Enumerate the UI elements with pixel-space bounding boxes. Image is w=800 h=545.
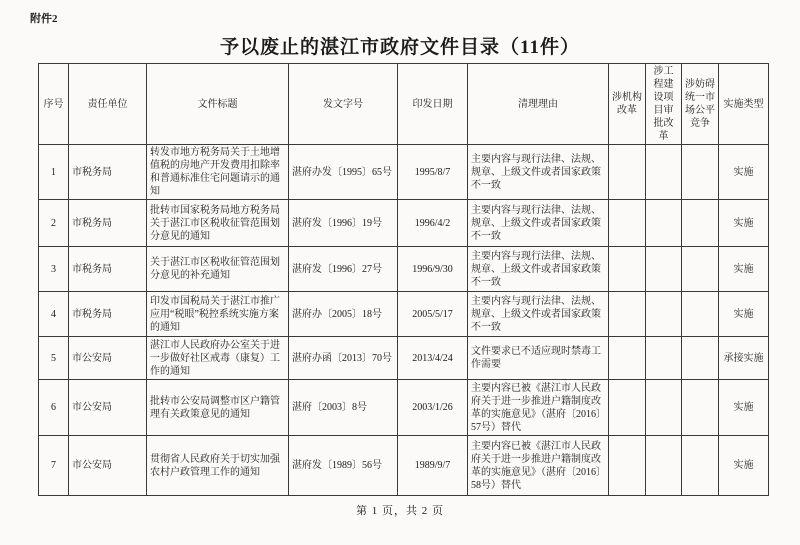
cell-unit: 市税务局	[69, 200, 147, 247]
cell-impl-type: 实施	[719, 380, 769, 436]
cell-doc-title: 批转市国家税务局地方税务局关于湛江市区税收征管范围划分意见的通知	[147, 200, 289, 247]
cell-unit: 市公安局	[69, 380, 147, 436]
cell-org-reform	[609, 145, 646, 200]
cell-doc-title: 转发市地方税务局关于土地增值税的房地产开发费用扣除率和普通标准住宅问题请示的通知	[147, 145, 289, 200]
cell-doc-number: 湛府办发〔1995〕65号	[289, 145, 398, 200]
cell-unit: 市税务局	[69, 145, 147, 200]
cell-doc-number: 湛府办〔2005〕18号	[289, 292, 398, 337]
cell-reason: 主要内容已被《湛江市人民政府关于进一步推进户籍制度改革的实施意见》（湛府〔2016〕57号）替代	[468, 380, 609, 436]
cell-doc-title: 贯彻省人民政府关于切实加强农村户政管理工作的通知	[147, 436, 289, 496]
cell-doc-number: 湛府发〔1996〕19号	[289, 200, 398, 247]
cell-market-competition	[682, 292, 719, 337]
cell-impl-type: 承接实施	[719, 337, 769, 380]
cell-unit: 市税务局	[69, 247, 147, 292]
cell-reason: 主要内容与现行法律、法规、规章、上级文件或者国家政策不一致	[468, 200, 609, 247]
page-number: 第 1 页，共 2 页	[356, 505, 444, 517]
cell-project-approval-reform	[646, 380, 682, 436]
page-title: 予以废止的湛江市政府文件目录（11件）	[220, 37, 580, 58]
cell-impl-type: 实施	[719, 145, 769, 200]
cell-seq: 4	[39, 292, 69, 337]
cell-doc-number: 湛府〔2003〕8号	[289, 380, 398, 436]
cell-issue-date: 1995/8/7	[398, 145, 468, 200]
cell-market-competition	[682, 247, 719, 292]
cell-reason: 主要内容与现行法律、法规、规章、上级文件或者国家政策不一致	[468, 145, 609, 200]
cell-seq: 3	[39, 247, 69, 292]
header-doc-title: 文件标题	[147, 64, 289, 145]
cell-market-competition	[682, 380, 719, 436]
cell-reason: 主要内容与现行法律、法规、规章、上级文件或者国家政策不一致	[468, 247, 609, 292]
cell-doc-number: 湛府办函〔2013〕70号	[289, 337, 398, 380]
cell-org-reform	[609, 292, 646, 337]
cell-org-reform	[609, 380, 646, 436]
cell-seq: 5	[39, 337, 69, 380]
cell-reason: 主要内容与现行法律、法规、规章、上级文件或者国家政策不一致	[468, 292, 609, 337]
header-issue-date: 印发日期	[398, 64, 468, 145]
cell-unit: 市税务局	[69, 292, 147, 337]
header-impl-type: 实施类型	[719, 64, 769, 145]
cell-issue-date: 1996/9/30	[398, 247, 468, 292]
cell-project-approval-reform	[646, 200, 682, 247]
header-row	[39, 64, 769, 145]
cell-reason: 文件要求已不适应现时禁毒工作需要	[468, 337, 609, 380]
cell-impl-type: 实施	[719, 247, 769, 292]
cell-market-competition	[682, 436, 719, 496]
cell-org-reform	[609, 200, 646, 247]
header-org-reform: 涉机构改革	[609, 64, 646, 145]
cell-issue-date: 2005/5/17	[398, 292, 468, 337]
table-row	[39, 247, 769, 292]
cell-project-approval-reform	[646, 337, 682, 380]
cell-project-approval-reform	[646, 436, 682, 496]
cell-doc-number: 湛府发〔1989〕56号	[289, 436, 398, 496]
cell-org-reform	[609, 247, 646, 292]
cell-seq: 6	[39, 380, 69, 436]
cell-unit: 市公安局	[69, 436, 147, 496]
cell-doc-title: 印发市国税局关于湛江市推广应用“税眼”税控系统实施方案的通知	[147, 292, 289, 337]
cell-doc-title: 关于湛江市区税收征管范围划分意见的补充通知	[147, 247, 289, 292]
header-project-approval-reform: 涉工程建设项目审批改革	[646, 64, 682, 145]
cell-impl-type: 实施	[719, 436, 769, 496]
cell-market-competition	[682, 145, 719, 200]
table-body	[39, 145, 769, 496]
cell-doc-title: 湛江市人民政府办公室关于进一步做好社区戒毒（康复）工作的通知	[147, 337, 289, 380]
cell-seq: 2	[39, 200, 69, 247]
cell-seq: 7	[39, 436, 69, 496]
cell-unit: 市公安局	[69, 337, 147, 380]
table-row	[39, 380, 769, 436]
cell-impl-type: 实施	[719, 292, 769, 337]
header-reason: 清理理由	[468, 64, 609, 145]
abolished-documents-table	[38, 63, 769, 496]
cell-market-competition	[682, 200, 719, 247]
table-row	[39, 337, 769, 380]
cell-project-approval-reform	[646, 292, 682, 337]
table-row	[39, 200, 769, 247]
cell-impl-type: 实施	[719, 200, 769, 247]
cell-project-approval-reform	[646, 247, 682, 292]
table-row	[39, 436, 769, 496]
cell-doc-number: 湛府发〔1996〕27号	[289, 247, 398, 292]
attachment-label: 附件2	[30, 13, 58, 25]
header-doc-number: 发文字号	[289, 64, 398, 145]
cell-market-competition	[682, 337, 719, 380]
cell-issue-date: 2003/1/26	[398, 380, 468, 436]
header-market-competition: 涉妨碍统一市场公平竞争	[682, 64, 719, 145]
cell-reason: 主要内容已被《湛江市人民政府关于进一步推进户籍制度改革的实施意见》（湛府〔2016〕58号）替代	[468, 436, 609, 496]
cell-org-reform	[609, 337, 646, 380]
cell-org-reform	[609, 436, 646, 496]
cell-issue-date: 1996/4/2	[398, 200, 468, 247]
cell-seq: 1	[39, 145, 69, 200]
header-unit: 责任单位	[69, 64, 147, 145]
cell-project-approval-reform	[646, 145, 682, 200]
cell-doc-title: 批转市公安局调整市区户籍管理有关政策意见的通知	[147, 380, 289, 436]
cell-issue-date: 1989/9/7	[398, 436, 468, 496]
table-row	[39, 145, 769, 200]
table-row	[39, 292, 769, 337]
header-seq: 序号	[39, 64, 69, 145]
cell-issue-date: 2013/4/24	[398, 337, 468, 380]
